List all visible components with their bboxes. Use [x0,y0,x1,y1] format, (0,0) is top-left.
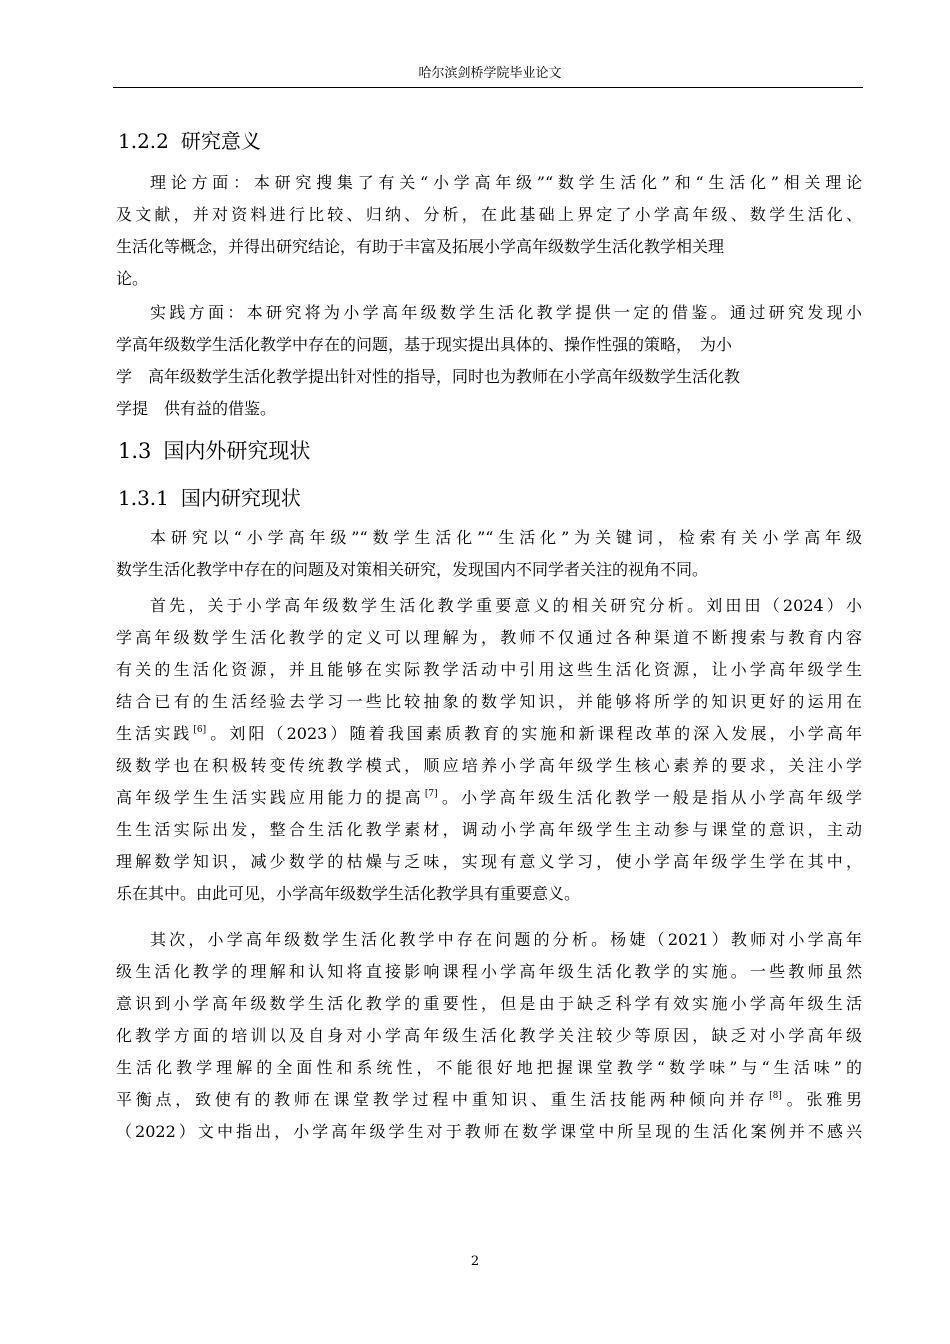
text-line: 有关的生活化资源，并且能够在实际教学活动中引用这些生活化资源，让小学高年级学生 [116,660,862,679]
text-line-with-citation [116,782,862,814]
section-heading-1-3 [118,437,310,465]
section-title: 研究意义 [180,129,261,153]
text-line: 实践方面：本研究将为小学高年级数学生活化教学提供一定的借鉴。通过研究发现小 [150,303,862,322]
text-line: 化教学方面的培训以及自身对小学高年级生活化教学关注较少等原因，缺乏对小学高年级 [116,1026,862,1045]
text-segment: 。小学高年级生活化教学一般是指从小学高年级学 [438,788,862,807]
section-title: 国内外研究现状 [163,439,311,463]
text-line: 生活化等概念，并得出研究结论，有助于丰富及拓展小学高年级数学生活化教学相关理 [116,237,725,256]
text-segment: 平衡点，致使有的教师在课堂教学过程中重知识、重生活技能两种倾向并存 [116,1090,769,1109]
text-line: 结合已有的生活经验去学习一些比较抽象的数学知识，并能够将所学的知识更好的运用在 [116,692,862,711]
citation-7: [7] [424,789,438,799]
text-segment: 。张雅男 [782,1090,862,1109]
paragraph-practice [116,297,862,425]
citation-6: [6] [193,725,207,735]
text-line: 乐在其中。由此可见，小学高年级数学生活化教学具有重要意义。 [116,884,581,903]
text-line: 及文献，并对资料进行比较、归纳、分析，在此基础上界定了小学高年级、数学生活化、 [116,205,862,224]
text-segment: 。刘阳（2023）随着我国素质教育的实施和新课程改革的深入发展，小学高年 [207,724,862,743]
section-heading-1-2-2 [118,128,261,154]
text-line: 其次，小学高年级数学生活化教学中存在问题的分析。杨婕（2021）教师对小学高年 [150,930,862,949]
text-line: 级生活化教学的理解和认知将直接影响课程小学高年级生活化教学的实施。一些教师虽然 [116,962,862,981]
citation-8: [8] [769,1091,782,1101]
section-number: 1.3 [118,439,152,463]
text-line: 级数学也在积极转变传统教学模式，顺应培养小学高年级学生核心素养的要求，关注小学 [116,756,862,775]
section-number: 1.2.2 [118,129,169,153]
paragraph-significance [116,590,862,910]
text-line: 理解数学知识，减少数学的枯燥与乏味，实现有意义学习，使小学高年级学生学在其中， [116,852,862,871]
text-line-with-citation [116,718,862,750]
text-line: 理论方面：本研究搜集了有关“小学高年级”“数学生活化”和“生活化”相关理论 [150,173,862,192]
text-line: 学 高年级数学生活化教学提出针对性的指导，同时也为教师在小学高年级数学生活化教 [116,367,741,386]
section-title: 国内研究现状 [180,486,301,510]
text-line: 意识到小学高年级数学生活化教学的重要性，但是由于缺乏科学有效实施小学高年级生活 [116,994,862,1013]
text-line: 本研究以“小学高年级”“数学生活化”“生活化”为关键词，检索有关小学高年级 [150,528,862,547]
header-divider [113,87,863,88]
text-line: 学提 供有益的借鉴。 [116,399,277,418]
text-line: 首先，关于小学高年级数学生活化教学重要意义的相关研究分析。刘田田（2024）小 [150,596,862,615]
section-heading-1-3-1 [118,485,301,511]
text-line: 学高年级数学生活化教学的定义可以理解为，教师不仅通过各种渠道不断搜索与教育内容 [116,628,862,647]
paragraph-intro [116,522,862,586]
paragraph-problems [116,924,862,1148]
paragraph-theory [116,167,862,295]
text-line: 学高年级数学生活化教学中存在的问题，基于现实提出具体的、操作性强的策略， 为小 [116,335,733,354]
page-header: 哈尔滨剑桥学院毕业论文 [418,66,562,81]
section-number: 1.3.1 [118,486,169,510]
text-line-with-citation [116,1084,862,1116]
text-segment: 高年级学生生活实践应用能力的提高 [116,788,424,807]
text-line: 数学生活化教学中存在的问题及对策相关研究，发现国内不同学者关注的视角不同。 [116,560,709,579]
page-number: 2 [470,1254,480,1269]
text-line: 生活化教学理解的全面性和系统性，不能很好地把握课堂教学“数学味”与“生活味”的 [116,1058,862,1077]
text-segment: 生活实践 [116,724,193,743]
text-line: （2022）文中指出，小学高年级学生对于教师在数学课堂中所呈现的生活化案例并不感兴 [116,1122,862,1141]
text-line: 论。 [116,269,149,288]
text-line: 生生活实际出发，整合生活化教学素材，调动小学高年级学生主动参与课堂的意识，主动 [116,820,862,839]
